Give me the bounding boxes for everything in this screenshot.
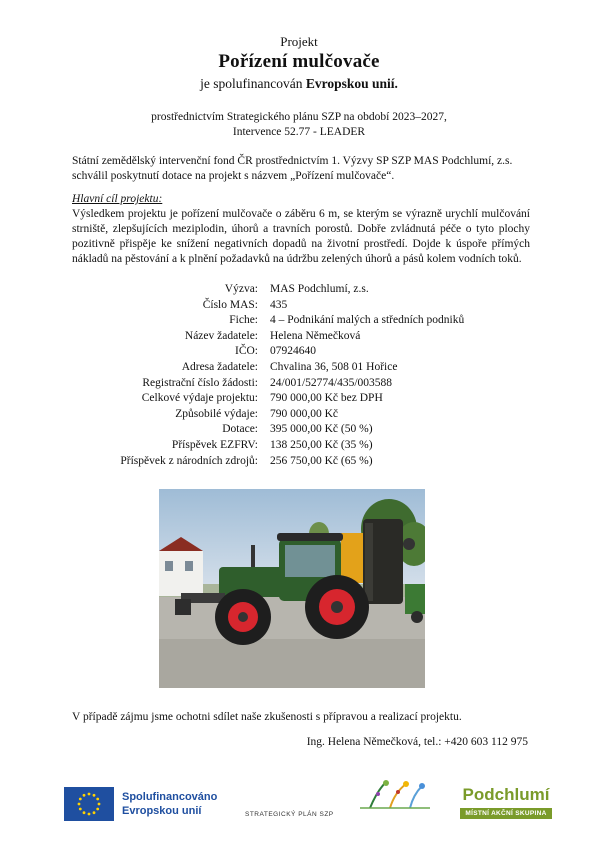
eu-cofinanced-logo <box>64 787 244 821</box>
tractor-photo-illustration <box>159 489 425 688</box>
mas-podchlumi-logo <box>458 783 554 827</box>
info-label: Příspěvek EZFRV: <box>171 438 258 451</box>
info-row <box>60 360 540 376</box>
info-label: Příspěvek z národních zdrojů: <box>120 454 258 467</box>
mas-logo-subtitle: MÍSTNÍ AKČNÍ SKUPINA <box>460 808 552 819</box>
cofinancing-line <box>0 76 598 92</box>
info-label: Fiche: <box>229 314 258 327</box>
info-label: Způsobilé výdaje: <box>175 407 258 420</box>
tractor-photo <box>159 489 425 688</box>
cofinancing-eu: Evropskou unií. <box>305 76 398 91</box>
info-label: Dotace: <box>222 423 258 436</box>
eu-logo-line1: Spolufinancováno <box>122 791 218 803</box>
info-row <box>60 422 540 438</box>
info-value: MAS Podchlumí, z.s. <box>270 283 369 295</box>
strategic-plan-logo <box>240 778 440 824</box>
info-row <box>60 313 540 329</box>
info-value: 4 – Podnikání malých a středních podniků <box>270 314 465 327</box>
page-title: Pořízení mulčovače <box>218 51 380 72</box>
info-value: Chvalina 36, 508 01 Hořice <box>270 360 398 373</box>
info-value: 790 000,00 Kč bez DPH <box>270 392 383 405</box>
goal-heading: Hlavní cíl projektu: <box>72 193 163 205</box>
info-value: 395 000,00 Kč (50 %) <box>270 423 373 436</box>
info-row <box>60 282 540 298</box>
project-kicker: Projekt <box>280 34 318 49</box>
goal-paragraph: Výsledkem projektu je pořízení mulčovače o záběru 6 m, se kterým se výrazně urychlí mulčování strniště, zlepšujících meziplodin, úhorů a travních porostů. Dobře zvládnutá péče o tyto plochy pozitivně přispěje ke snížení negativních dopadů na životní prostředí. Dojde k úspoře přímých nákladů na pěstování a k plnění požadavků na údržbu zelených úhorů a pásů kolem vodních toků. <box>72 208 530 265</box>
project-info-table <box>60 282 540 469</box>
info-row <box>60 407 540 423</box>
info-value: 24/001/52774/435/003588 <box>270 376 393 389</box>
info-value: 138 250,00 Kč (35 %) <box>270 438 373 451</box>
mas-logo-title: Podchlumí <box>462 785 550 804</box>
cofinancing-prefix: je spolufinancován <box>200 76 306 91</box>
info-value: 790 000,00 Kč <box>270 407 339 420</box>
intervention-line: Intervence 52.77 - LEADER <box>232 126 366 138</box>
info-row <box>60 438 540 454</box>
strategic-plan-text: STRATEGICKÝ PLÁN SZP <box>245 811 334 818</box>
info-row <box>60 298 540 314</box>
eu-flag-icon <box>64 787 114 821</box>
info-row <box>60 376 540 392</box>
info-label: Výzva: <box>224 283 258 295</box>
programme-line: prostřednictvím Strategického plánu SZP na období 2023–2027, <box>151 111 447 123</box>
info-label: Celkové výdaje projektu: <box>141 392 258 405</box>
info-label: IČO: <box>235 345 258 358</box>
info-label: Registrační číslo žádosti: <box>142 376 258 389</box>
info-label: Název žadatele: <box>184 329 258 342</box>
eu-stars-icon <box>64 787 114 821</box>
strategic-plan-icon <box>240 778 440 812</box>
info-row <box>60 454 540 470</box>
intro-paragraph: Státní zemědělský intervenční fond ČR prostřednictvím 1. Výzvy SP SZP MAS Podchlumí, z.s. schválil poskytnutí dotace na projekt s názvem „Pořízení mulčovače“. <box>72 155 513 182</box>
info-label: Číslo MAS: <box>202 298 258 311</box>
eu-logo-line2: Evropskou unií <box>122 805 202 817</box>
info-label: Adresa žadatele: <box>181 360 258 373</box>
info-row <box>60 344 540 360</box>
info-value: 435 <box>270 298 288 311</box>
info-value: 256 750,00 Kč (65 %) <box>270 454 373 467</box>
info-row <box>60 329 540 345</box>
eu-logo-text <box>122 790 217 818</box>
closing-note: V případě zájmu jsme ochotni sdílet naše zkušenosti s přípravou a realizací projektu. <box>72 711 462 723</box>
signature-contact: Ing. Helena Němečková, tel.: +420 603 112 975 <box>306 736 528 748</box>
info-value: 07924640 <box>270 345 316 358</box>
info-row <box>60 391 540 407</box>
info-value: Helena Němečková <box>270 329 361 342</box>
